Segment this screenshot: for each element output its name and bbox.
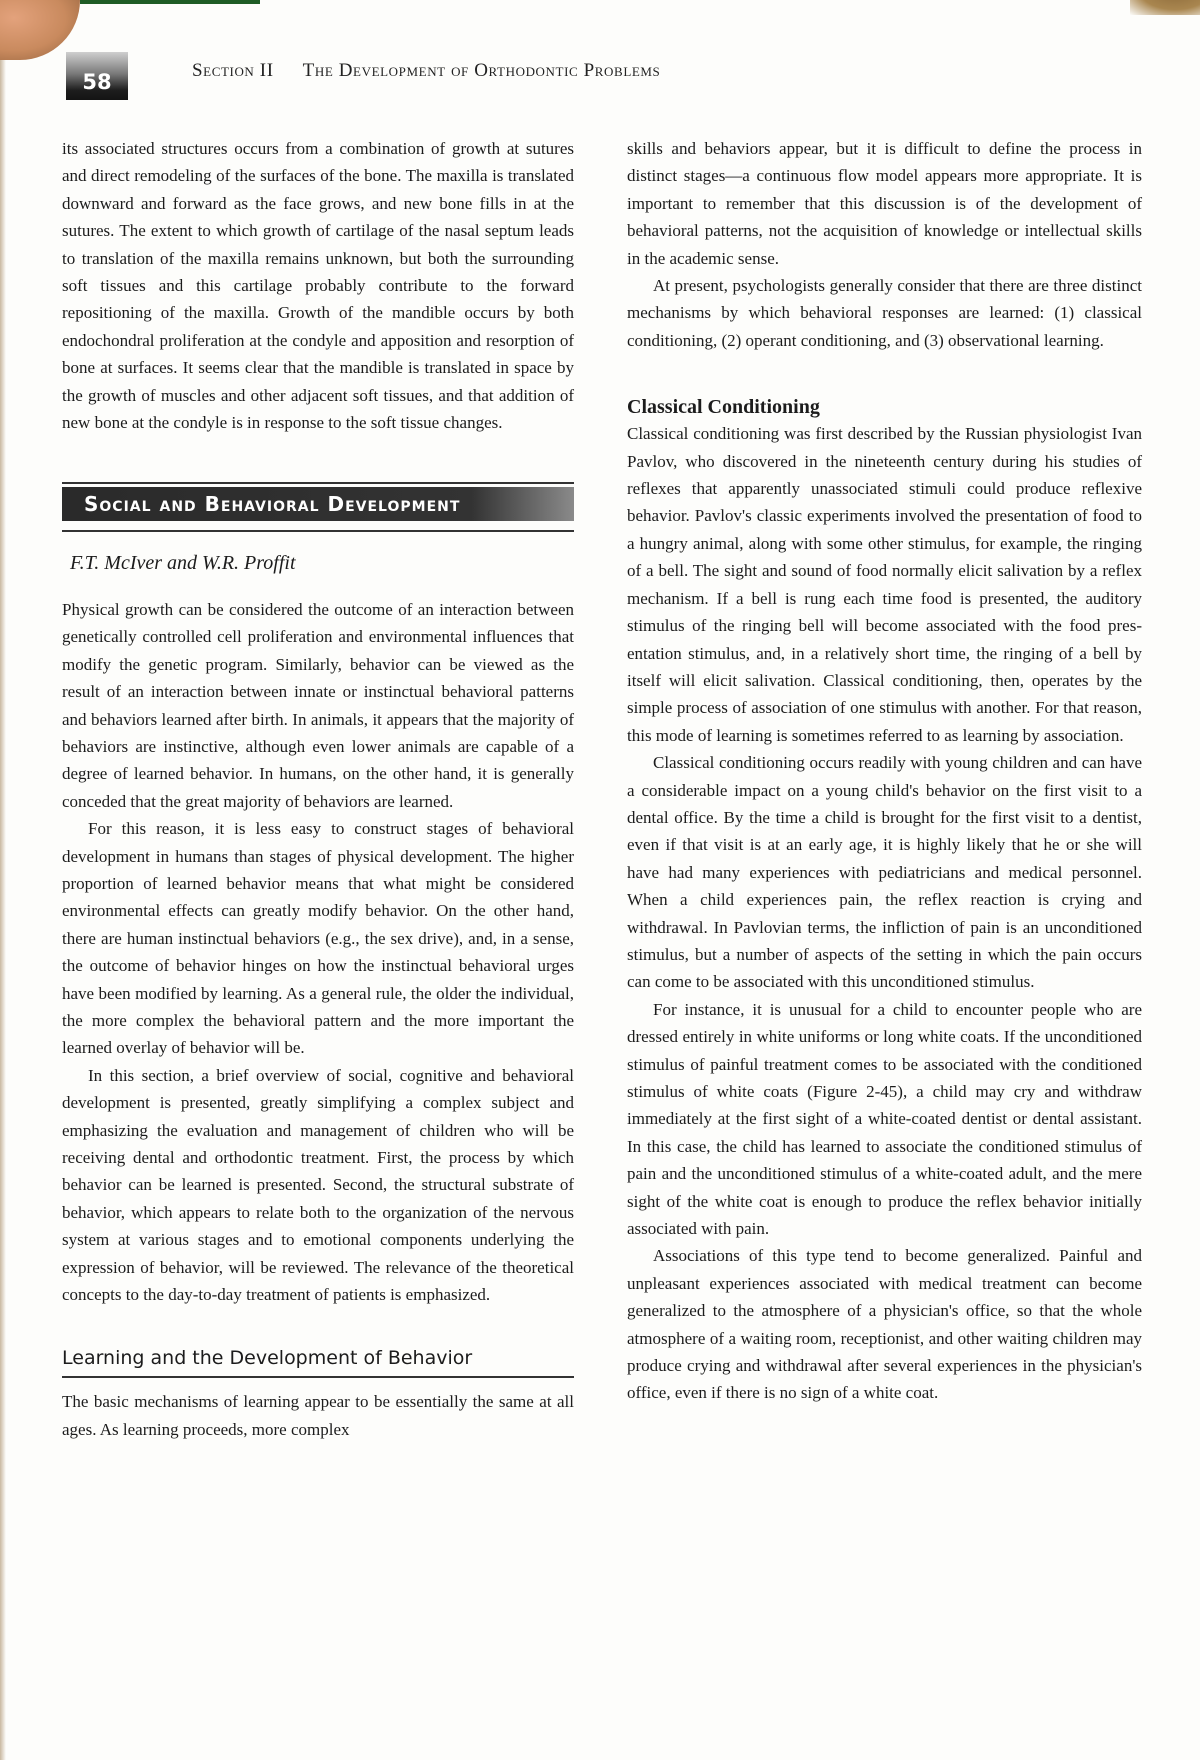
body-paragraph: Associations of this type tend to become generalized. Painful and unpleasant experiences associated with medical treatment can become generalized to the atmosphere of a physician's office, so that the whole atmosphere of a waiting room, receptionist, and other waiting children may produce crying and withdrawal after several experiences in the physician's office, even if there is no sign of a white coat.: [627, 1246, 1142, 1403]
section-label: Section II: [192, 60, 274, 81]
body-paragraph: Classical conditioning was first described by the Russian physiologist Ivan Pavlov, who discovered in the nineteenth century during his studies of reflexes that apparently unassociated stimuli could produce reflexive behavior. Pavlov's classic experiments involved the presentation of food to a hungry animal, along with some other stimulus, for example, the ringing of a bell. The sight and sound of food normally elicit salivation by a reflex mechanism. If a bell is rung each time food is presented, the auditory stimulus of the ringing bell will become associated with the food presentation stimulus, and, in a relatively short time, the ringing of a bell by itself will elicit salivation. Classical conditioning, then, operates by the simple process of association of one stimulus with another. For that reason, this mode of learning is sometimes referred to as learning by association.: [627, 424, 1142, 745]
body-paragraph: For instance, it is unusual for a child to encounter people who are dressed entirely in white uniforms or long white coats. If the unconditioned stimulus of painful treatment comes to be associated with the conditioned stimulus of white coats (Figure 2-45), a child may cry and withdraw immediately at the first sight of a white-coated dentist or dental assistant. In this case, the child has learned to associate the conditioned stimulus of pain and the unconditioned stimulus of a white-coated adult, and the mere sight of the white coat is enough to produce the reflex behavior initially associated with pain.: [627, 999, 1142, 1239]
body-paragraph: Physical growth can be considered the outcome of an interaction between genetically controlled cell proliferation and environmental influences that modify the genetic program. Similarly, behavior can be viewed as the result of an interaction between innate or instinctual behavioral patterns and behaviors learned after birth. In animals, it appears that the majority of behaviors are instinctive, although even lower animals are capable of a degree of learned behavior. In humans, on the other hand, it is generally conceded that the great majority of behaviors are learned.: [62, 599, 574, 811]
thumb-photo-artifact-right: [1130, 0, 1200, 15]
body-paragraph: At present, psychologists generally consider that there are three distinct mechanisms by which behavioral responses are learned: (1) classical conditioning, (2) operant conditioning, and (3) observational learning.: [627, 276, 1142, 350]
page-shadow: [0, 60, 6, 1760]
body-paragraph: For this reason, it is less easy to construct stages of behavioral development in humans than stages of physical development. The higher proportion of learned behavior means that what might be considered environmental effects can greatly modify behavior. On the other hand, there are human instinctual behaviors (e.g., the sex drive), and, in a sense, the outcome of behavior hinges on how the instinctual behavioral urges have been modified by learning. As a general rule, the older the individual, the more complex the behavioral pattern and the more important the learned overlay of behavior will be.: [62, 819, 574, 1058]
running-head: [192, 60, 660, 82]
body-paragraph: Classical conditioning occurs readily with young children and can have a considerable impact on a young child's behavior on the first visit to a dental office. By the time a child is brought for the first visit to a dentist, even if that visit is at an early age, it is highly likely that he or she will have had many experiences with pediatricians and medical personnel. When a child experiences pain, the reflex reaction is crying and withdrawal. In Pavlovian terms, the infliction of pain is an unconditioned stimulus, but a number of aspects of the setting in which the pain occurs can come to be associated with this unconditioned stimulus.: [627, 753, 1142, 992]
intro-paragraph: its associated structures occurs from a combination of growth at sutures and direct remodeling of the surfaces of the bone. The maxilla is translated downward and forward as the face grows, and new bone fills in at the sutures. The extent to which growth of cartilage of the nasal septum leads to translation of the maxilla remains unknown, but both the surrounding soft tissues and this cartilage probably contribute to the forward repositioning of the maxilla. Growth of the mandible occurs by both endochondral proliferation at the condyle and apposition and resorption of bone at surfaces. It seems clear that the mandible is translated in space by the growth of muscles and other adjacent soft tissues, and that addition of new bone at the condyle is in response to the soft tissue changes.: [62, 139, 574, 433]
body-paragraph: The basic mechanisms of learning appear to be essentially the same at all ages. As learning proceeds, more complex: [62, 1392, 574, 1439]
section-heading: Social and Behavioral Development: [84, 491, 461, 516]
chapter-title: The Development of Orthodontic Problems: [302, 60, 661, 81]
right-column: [627, 135, 1142, 1407]
left-column: [62, 135, 574, 1443]
subheading-learning: Learning and the Development of Behavior: [62, 1344, 574, 1378]
body-paragraph: skills and behaviors appear, but it is difficult to define the process in distinct stages—a continuous flow model appears more appropriate. It is important to remember that this discussion is of the development of behavioral patterns, not the acquisition of knowledge or intellectual skills in the academic sense.: [627, 139, 1142, 268]
book-edge: [80, 0, 260, 4]
page-number-tab: [66, 52, 128, 100]
thumb-photo-artifact: [0, 0, 80, 60]
authors: F.T. McIver and W.R. Proffit: [70, 552, 296, 575]
page-number: 58: [82, 70, 112, 94]
section-heading-bar: [62, 482, 574, 532]
subheading-classical-conditioning: Classical Conditioning: [627, 396, 820, 419]
body-paragraph: In this section, a brief overview of social, cognitive and behavioral development is presented, greatly simplifying a complex subject and emphasizing the evaluation and management of children who will be receiving dental and orthodontic treatment. First, the process by which behavior can be learned is presented. Second, the structural substrate of behavior, which appears to relate both to the organization of the nervous system at various stages and to emotional components underlying the expression of behavior, will be reviewed. The relevance of the theoretical concepts to the day-to-day treatment of patients is emphasized.: [62, 1065, 574, 1305]
